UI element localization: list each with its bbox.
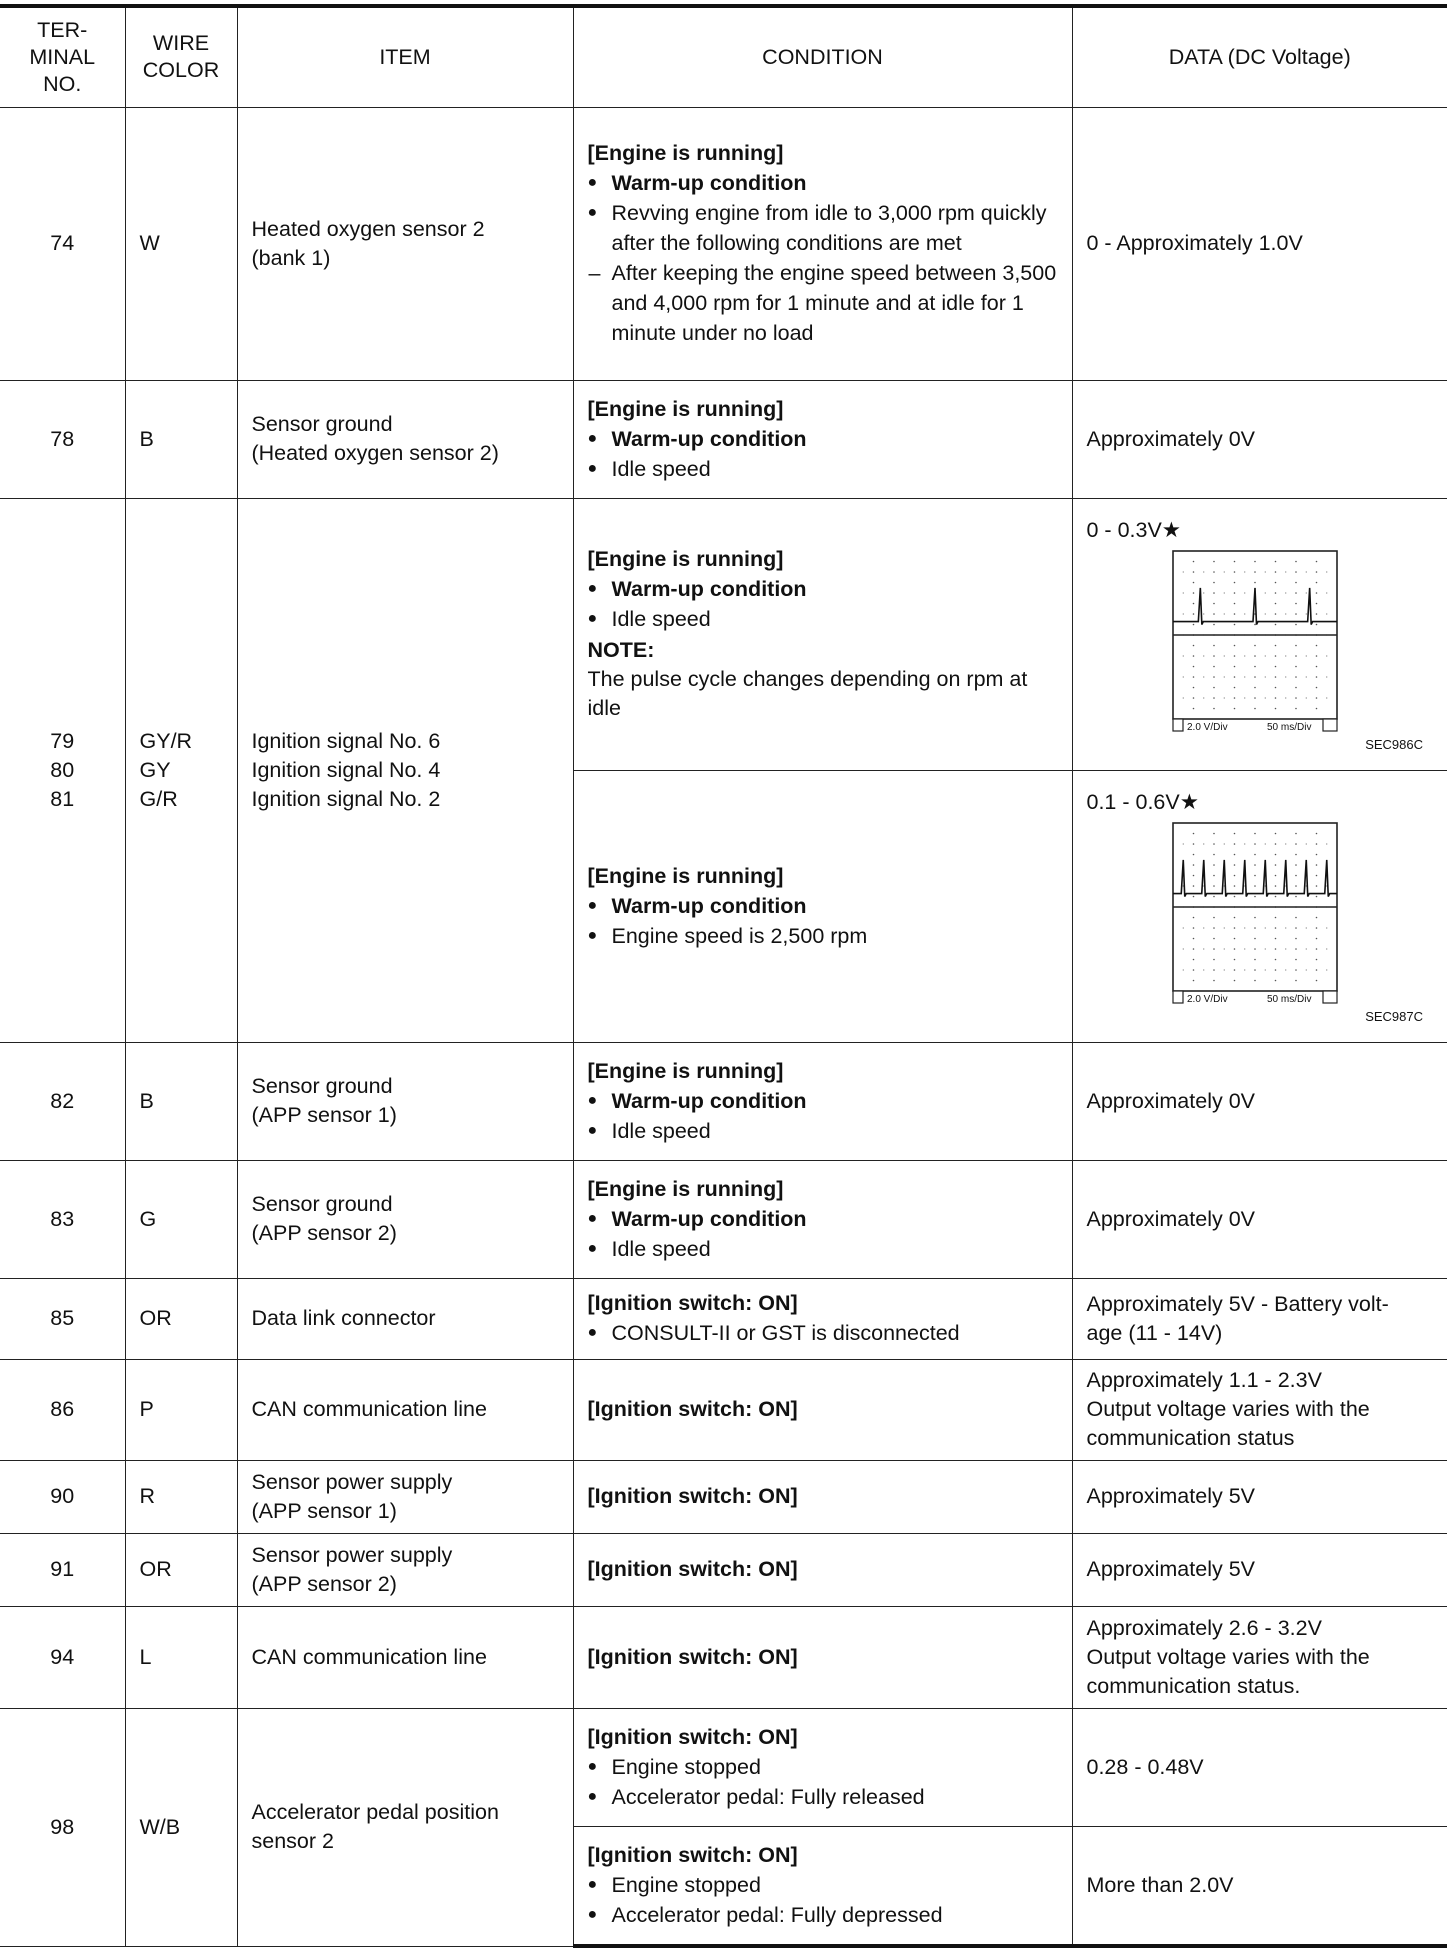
wire-color: OR	[125, 1278, 237, 1359]
table-row	[0, 1708, 1447, 1826]
oscilloscope-waveform	[1171, 549, 1343, 735]
header-wire-color: WIRE COLOR	[125, 6, 237, 107]
data-value: More than 2.0V	[1072, 1826, 1447, 1946]
item: Sensor power supply (APP sensor 2)	[237, 1533, 573, 1606]
note-header: NOTE:	[587, 638, 655, 662]
data-value: Approximately 5V - Battery volt- age (11 - 14V)	[1072, 1278, 1447, 1359]
terminal-no: 83	[0, 1160, 125, 1278]
item: Accelerator pedal position sensor 2	[237, 1708, 573, 1946]
item: Heated oxygen sensor 2 (bank 1)	[237, 107, 573, 380]
figure-code: SEC987C	[1365, 1008, 1423, 1024]
wire-color: G	[125, 1160, 237, 1278]
data-value: Approximately 2.6 - 3.2V Output voltage varies with the communication status.	[1072, 1606, 1447, 1708]
scope-marker-icon	[1173, 991, 1183, 1003]
condition	[573, 498, 1072, 770]
condition	[573, 380, 1072, 498]
condition	[573, 1160, 1072, 1278]
table-row	[0, 1460, 1447, 1533]
item: Sensor ground (Heated oxygen sensor 2)	[237, 380, 573, 498]
figure-code: SEC986C	[1365, 736, 1423, 752]
data-value: 0.1 - 0.6V★ 2.0 V/Div 50 ms/Div SEC987C	[1072, 770, 1447, 1042]
condition-item: ● Engine stopped	[588, 1870, 1058, 1900]
wire-color: B	[125, 1042, 237, 1160]
star-icon: ★	[1161, 517, 1182, 542]
scope-box-icon	[1323, 991, 1337, 1003]
condition	[573, 107, 1072, 380]
terminal-no: 82	[0, 1042, 125, 1160]
condition	[573, 1042, 1072, 1160]
wire-color: B	[125, 380, 237, 498]
condition-header: [Engine is running]	[587, 396, 784, 421]
condition-item: ● Warm-up condition	[588, 574, 1058, 604]
condition-header: [Engine is running]	[587, 1058, 784, 1083]
condition	[573, 770, 1072, 1042]
condition-item: – After keeping the engine speed between 3,500 and 4,000 rpm for 1 minute and at idle for 1 minute under no load	[588, 258, 1058, 348]
condition-header: [Ignition switch: ON]	[587, 1724, 798, 1749]
scope-volts-div: 2.0 V/Div	[1186, 993, 1228, 1005]
data-value: Approximately 0V	[1072, 1160, 1447, 1278]
terminal-no: 86	[0, 1359, 125, 1460]
star-icon: ★	[1179, 789, 1200, 814]
oscilloscope-waveform	[1171, 821, 1343, 1007]
table-row	[0, 498, 1447, 770]
terminal-no: 85	[0, 1278, 125, 1359]
condition-item: ● CONSULT-II or GST is disconnected	[588, 1318, 1058, 1348]
wire-color: L	[125, 1606, 237, 1708]
condition-item: ● Idle speed	[588, 604, 1058, 634]
item: Data link connector	[237, 1278, 573, 1359]
condition-header: [Ignition switch: ON]	[587, 1842, 798, 1867]
scope-marker-icon	[1173, 719, 1183, 731]
note-text: The pulse cycle changes depending on rpm at idle	[587, 667, 1028, 720]
condition-item: ● Idle speed	[588, 1116, 1058, 1146]
item: Sensor ground (APP sensor 1)	[237, 1042, 573, 1160]
wire-color: W/B	[125, 1708, 237, 1946]
condition-item: ● Warm-up condition	[588, 891, 1058, 921]
condition-item: ● Warm-up condition	[588, 168, 1058, 198]
terminal-no: 79 80 81	[0, 498, 125, 1042]
condition: [Ignition switch: ON]	[573, 1606, 1072, 1708]
condition-header: [Engine is running]	[587, 141, 784, 165]
terminal-spec-table	[0, 4, 1447, 1948]
data-value: Approximately 5V	[1072, 1533, 1447, 1606]
condition	[573, 1826, 1072, 1946]
table-row	[0, 1606, 1447, 1708]
condition-item: ● Warm-up condition	[588, 1086, 1058, 1116]
condition-header: [Engine is running]	[587, 547, 784, 571]
condition-item: ● Warm-up condition	[588, 424, 1058, 454]
terminal-no: 90	[0, 1460, 125, 1533]
table-row	[0, 1359, 1447, 1460]
wire-color: P	[125, 1359, 237, 1460]
item: Sensor power supply (APP sensor 1)	[237, 1460, 573, 1533]
item: CAN communication line	[237, 1606, 573, 1708]
table-row	[0, 1278, 1447, 1359]
wire-color: OR	[125, 1533, 237, 1606]
scope-time-div: 50 ms/Div	[1266, 993, 1311, 1005]
terminal-no: 98	[0, 1708, 125, 1946]
data-value: 0 - 0.3V★ 2.0 V/Div 50 ms/Div SEC986C	[1072, 498, 1447, 770]
table-row	[0, 380, 1447, 498]
data-value: 0.28 - 0.48V	[1072, 1708, 1447, 1826]
terminal-no: 91	[0, 1533, 125, 1606]
data-value: Approximately 0V	[1072, 1042, 1447, 1160]
condition-item: ● Engine speed is 2,500 rpm	[588, 921, 1058, 951]
condition-item: ● Warm-up condition	[588, 1204, 1058, 1234]
item: Ignition signal No. 6 Ignition signal No. 4 Ignition signal No. 2	[237, 498, 573, 1042]
terminal-no: 78	[0, 380, 125, 498]
header-condition: CONDITION	[573, 6, 1072, 107]
data-value: Approximately 5V	[1072, 1460, 1447, 1533]
data-value: 0 - Approximately 1.0V	[1072, 107, 1447, 380]
condition	[573, 1278, 1072, 1359]
condition-item: ● Engine stopped	[588, 1752, 1058, 1782]
terminal-no: 94	[0, 1606, 125, 1708]
data-value: Approximately 1.1 - 2.3V Output voltage varies with the communication status	[1072, 1359, 1447, 1460]
table-row	[0, 1533, 1447, 1606]
condition-header: [Engine is running]	[587, 863, 784, 888]
scope-volts-div: 2.0 V/Div	[1186, 721, 1228, 733]
wire-color: R	[125, 1460, 237, 1533]
condition: [Ignition switch: ON]	[573, 1359, 1072, 1460]
table-row	[0, 1042, 1447, 1160]
header-row	[0, 6, 1447, 107]
item: CAN communication line	[237, 1359, 573, 1460]
table-row	[0, 1160, 1447, 1278]
condition-item: ● Revving engine from idle to 3,000 rpm quickly after the following conditions are met	[588, 198, 1058, 258]
header-item: ITEM	[237, 6, 573, 107]
wire-color: GY/R GY G/R	[125, 498, 237, 1042]
condition-item: ● Idle speed	[588, 1234, 1058, 1264]
condition: [Ignition switch: ON]	[573, 1533, 1072, 1606]
condition-item: ● Accelerator pedal: Fully depressed	[588, 1900, 1058, 1930]
table-row	[0, 107, 1447, 380]
condition-header: [Engine is running]	[587, 1176, 784, 1201]
condition-item: ● Idle speed	[588, 454, 1058, 484]
scope-time-div: 50 ms/Div	[1266, 721, 1311, 733]
condition-item: ● Accelerator pedal: Fully released	[588, 1782, 1058, 1812]
condition: [Ignition switch: ON]	[573, 1460, 1072, 1533]
item: Sensor ground (APP sensor 2)	[237, 1160, 573, 1278]
header-data: DATA (DC Voltage)	[1072, 6, 1447, 107]
wire-color: W	[125, 107, 237, 380]
header-terminal: TER- MINAL NO.	[0, 6, 125, 107]
terminal-no: 74	[0, 107, 125, 380]
condition-header: [Ignition switch: ON]	[587, 1291, 798, 1315]
condition	[573, 1708, 1072, 1826]
scope-box-icon	[1323, 719, 1337, 731]
data-value: Approximately 0V	[1072, 380, 1447, 498]
